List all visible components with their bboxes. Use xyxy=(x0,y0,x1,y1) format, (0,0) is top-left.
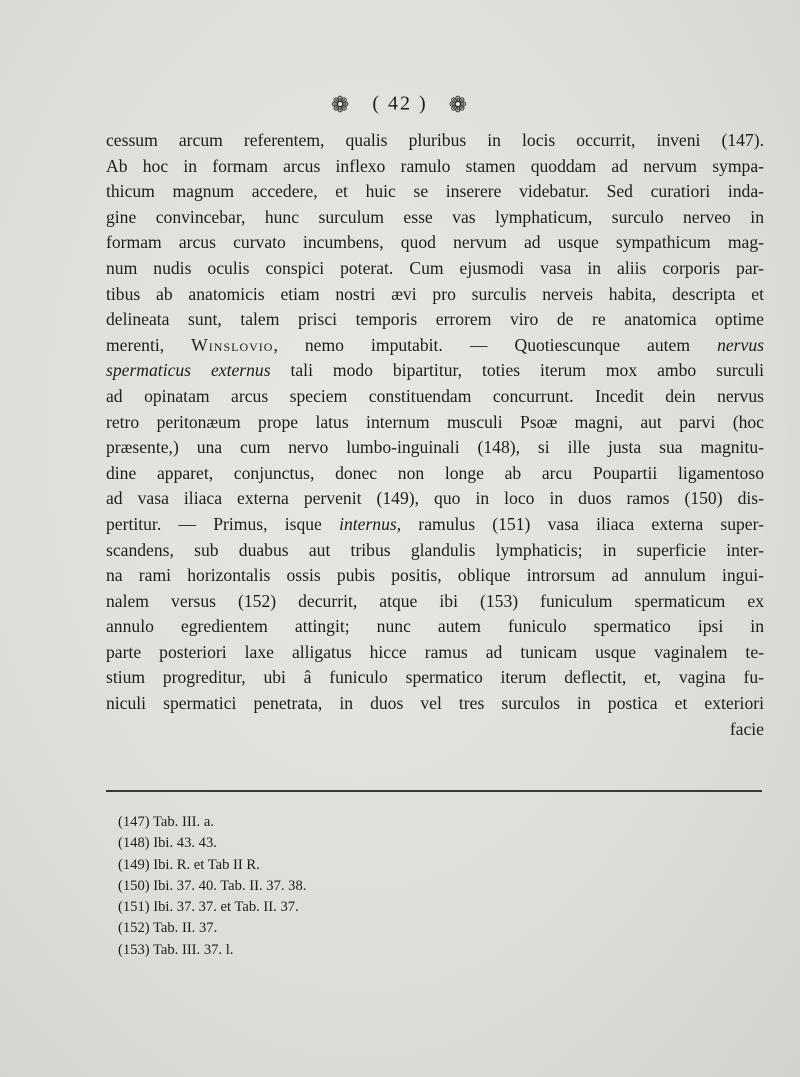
text-line: thicum magnum accedere, et huic se inserere videbatur. Sed curatiori inda- xyxy=(106,181,764,202)
text-line: pertitur. — Primus, isque internus, ramulus (151) vasa iliaca externa super- xyxy=(106,513,764,534)
italic-term: nervus xyxy=(717,334,764,355)
author-name: Winslovio xyxy=(191,334,274,355)
italic-term: spermaticus externus xyxy=(106,360,271,381)
catchword: facie xyxy=(729,718,764,739)
footnote: (152) Tab. II. 37. xyxy=(118,920,218,937)
text-line: cessum arcum referentem, qualis pluribus in locis occurrit, inveni (147). xyxy=(106,130,764,150)
text-line: na rami horizontalis ossis pubis positis, oblique introrsum ad annulum ingui- xyxy=(106,565,764,586)
text-line: tibus ab anatomicis etiam nostri ævi pro surculis nerveis habita, descripta et xyxy=(106,283,764,304)
text-line: Ab hoc in formam arcus inflexo ramulo stamen quoddam ad nervum sympa- xyxy=(106,155,764,176)
text-line: ad opinatam arcus speciem constituendam concurrunt. Incedit dein nervus xyxy=(106,385,764,406)
footnote: (147) Tab. III. a. xyxy=(118,814,214,830)
text-line: formam arcus curvato incumbens, quod nervum ad usque sympathicum mag- xyxy=(106,232,764,253)
footnotes xyxy=(118,812,538,961)
footnote-divider xyxy=(106,790,762,792)
text-line: spermaticus externus tali modo bipartitur, toties iterum mox ambo surculi xyxy=(106,360,764,381)
text-line: niculi spermatici penetrata, in duos vel tres surculos in postica et exteriori xyxy=(106,693,764,714)
footnote: (153) Tab. III. 37. l. xyxy=(118,941,234,958)
text-line: dine apparet, conjunctus, donec non longe ab arcu Poupartii ligamentoso xyxy=(106,462,764,483)
text-line: præsente,) una cum nervo lumbo-inguinali (148), si ille justa sua magnitu- xyxy=(106,437,764,458)
left-ornament-icon: ❁ xyxy=(330,92,352,117)
text-line: scandens, sub duabus aut tribus glandulis lymphaticis; in superficie inter- xyxy=(106,539,764,560)
text-line: retro peritonæum prope latus internum musculi Psoæ magni, aut parvi (hoc xyxy=(106,411,764,432)
page-header xyxy=(0,92,800,118)
text-line: stium progreditur, ubi â funiculo spermatico iterum deflectit, et, vagina fu- xyxy=(106,667,764,688)
text-line: merenti, Winslovio, nemo imputabit. — Quotiescunque autem nervus xyxy=(106,334,764,355)
footnote: (149) Ibi. R. et Tab II R. xyxy=(118,856,260,873)
text-line: annulo egredientem attingit; nunc autem funiculo spermatico ipsi in xyxy=(106,616,764,637)
text-line: delineata sunt, talem prisci temporis errorem viro de re anatomica optime xyxy=(106,309,764,330)
text-line: nalem versus (152) decurrit, atque ibi (153) funiculum spermaticum ex xyxy=(106,590,764,611)
text-line: parte posteriori laxe alligatus hicce ramus ad tunicam usque vaginalem te- xyxy=(106,641,764,662)
text-line: num nudis oculis conspici poterat. Cum ejusmodi vasa in aliis corporis par- xyxy=(106,257,764,278)
text-line: ad vasa iliaca externa pervenit (149), quo in loco in duos ramos (150) dis- xyxy=(106,488,764,509)
footnote: (151) Ibi. 37. 37. et Tab. II. 37. xyxy=(118,899,299,916)
page-number: ( 42 ) xyxy=(372,92,428,115)
body-text xyxy=(106,128,764,742)
footnote: (150) Ibi. 37. 40. Tab. II. 37. 38. xyxy=(118,877,307,894)
footnote: (148) Ibi. 43. 43. xyxy=(118,835,217,852)
text-line: gine convincebar, hunc surculum esse vas lymphaticum, surculo nerveo in xyxy=(106,206,764,227)
italic-term: internus xyxy=(339,513,397,534)
right-ornament-icon: ❁ xyxy=(448,92,470,117)
